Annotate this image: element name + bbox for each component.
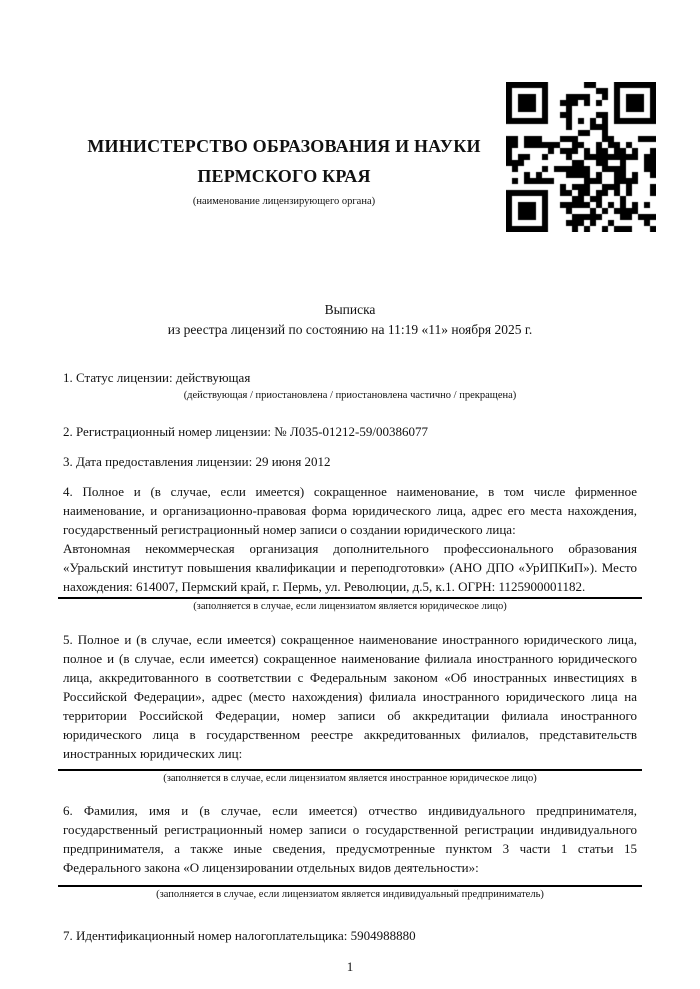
title-line2: из реестра лицензий по состоянию на 11:19 «11» ноября 2025 г. — [167, 322, 533, 337]
fill-in-line — [58, 885, 642, 887]
ministry-name-line2: ПЕРМСКОГО КРАЯ — [197, 166, 371, 186]
authority-caption: (наименование лицензирующего органа) — [192, 196, 376, 207]
item-license-status-caption: (действующая / приостановлена / приостановлена частично / прекращена) — [183, 390, 517, 401]
item-legal-entity-block — [63, 482, 637, 614]
document-body — [63, 0, 637, 976]
document-title — [63, 300, 637, 340]
item-legal-entity-value: Автономная некоммерческая организация дополнительного профессионального образования «Уральский институт повышения квалификации и переподготовки» (АНО ДПО «УрИПКиП»). Место нахождения: 614007, Пермский край, г. Пермь, ул. Революции, д.5, к.1. ОГРН: 1125900001182. — [63, 541, 637, 594]
item-foreign-entity-caption: (заполняется в случае, если лицензиатом является иностранное юридическое лицо) — [163, 773, 537, 784]
item-foreign-entity-label: 5. Полное и (в случае, если имеется) сокращенное наименование иностранного юридического лица, полное и (в случае, если имеется) сокращенное наименование филиала иностранного юридического лица, аккредитованного в соответствии с Федеральным законом «Об иностранных инвестициях в Российской Федерации», адрес (место нахождения) филиала иностранного юридического лица на территории Российской Федерации, номер записи об аккредитации филиала иностранного юридического лица в государственном реестре аккредитованных филиалов, представительств иностранных юридических лиц: — [63, 632, 637, 761]
item-foreign-entity-block — [63, 630, 637, 786]
page-number: 1 — [346, 959, 354, 974]
ministry-name-line1: МИНИСТЕРСТВО ОБРАЗОВАНИЯ И НАУКИ — [87, 136, 481, 156]
title-line1: Выписка — [324, 302, 376, 317]
item-legal-entity-label: 4. Полное и (в случае, если имеется) сокращенное наименование, в том числе фирменное наименование, и организационно-правовая форма юридического лица, адрес его места нахождения, государственный регистрационный номер записи о создании юридического лица: — [63, 484, 637, 537]
fill-in-line — [58, 769, 642, 771]
item-legal-entity-caption: (заполняется в случае, если лицензиатом является юридическое лицо) — [193, 601, 507, 612]
item-registration-number: 2. Регистрационный номер лицензии: № Л035-01212-59/00386077 — [63, 424, 429, 439]
item-license-status: 1. Статус лицензии: действующая — [63, 370, 251, 385]
item-entrepreneur-label: 6. Фамилия, имя и (в случае, если имеется) отчество индивидуального предпринимателя, государственный регистрационный номер записи о государственной регистрации индивидуального предпринимателя, а также иные сведения, предусмотренные пунктом 3 части 1 статьи 15 Федерального закона «О лицензировании отдельных видов деятельности»: — [63, 803, 637, 875]
item-entrepreneur-block — [63, 801, 637, 902]
item-taxpayer-id: 7. Идентификационный номер налогоплательщика: 5904988880 — [63, 928, 416, 943]
item-entrepreneur-caption: (заполняется в случае, если лицензиатом является индивидуальный предприниматель) — [156, 889, 544, 900]
fill-in-line — [58, 597, 642, 599]
item-grant-date: 3. Дата предоставления лицензии: 29 июня 2012 — [63, 454, 331, 469]
